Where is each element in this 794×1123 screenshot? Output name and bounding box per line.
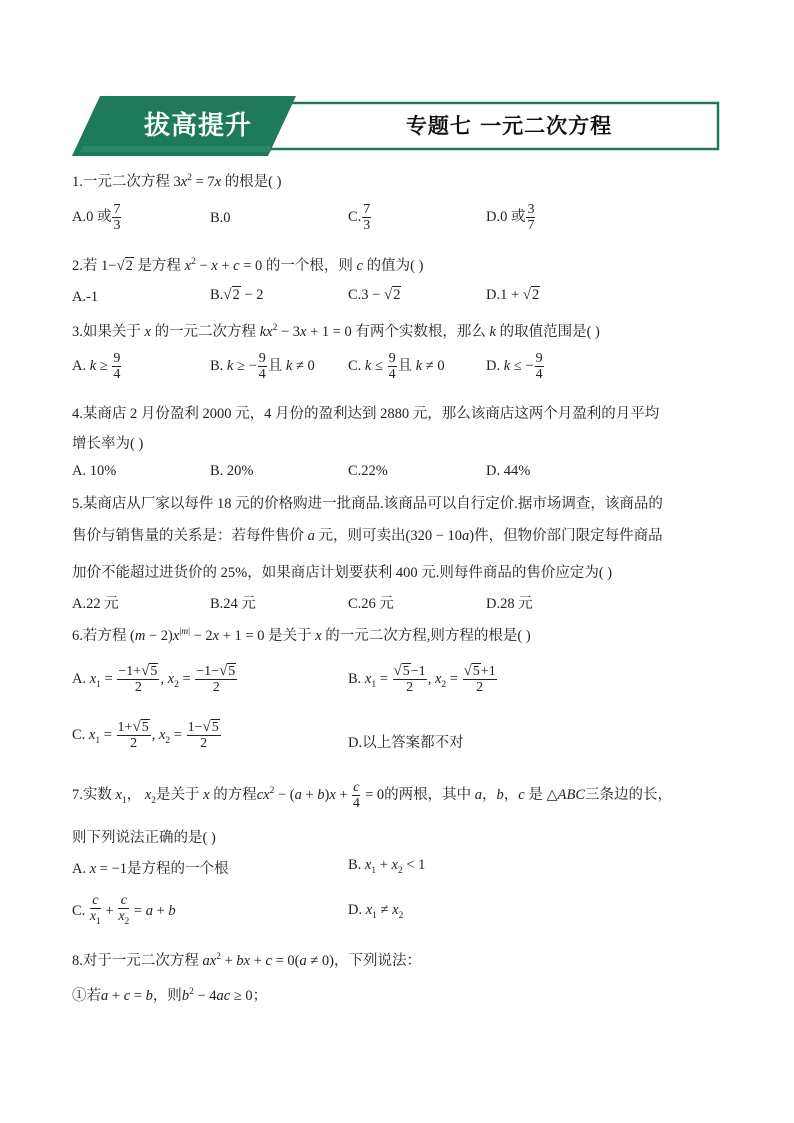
question-2-option-b: B.√2 − 2 <box>210 287 264 303</box>
question-3-option-c: C. k ≤ $\frac{9}{4}$ 且 k ≠ 0 <box>348 351 445 382</box>
question-6-option-b: B. $x_1$ = $\frac{√5-1}{2}$ , $x_2$ = $\frac{√5+1}{2}$ <box>348 663 496 695</box>
question-5-stem-line1: 5.某商店从厂家以每件 18 元的价格购进一批商品.该商品可以自行定价.据市场调查，该商品的 <box>72 496 663 512</box>
section-header <box>72 96 722 156</box>
question-8-item-1: ①若a + c = b，则$b^2 - 4ac \ge 0$； <box>72 987 268 1004</box>
question-4-stem-line1: 4.某商店 2 月份盈利 2000 元，4 月份的盈利达到 2880 元，那么该商店这两个月盈利的月平均 <box>72 406 660 422</box>
question-3-option-d: D. k ≤ − $\frac{9}{4}$ <box>486 351 543 382</box>
question-6-option-a: A. $x_1$ = $\frac{-1+√5}{2}$ , $x_2$ = $\frac{-1-√5}{2}$ <box>72 663 236 695</box>
question-4-option-b: B. 20% <box>210 463 254 479</box>
question-2-stem: 2.若 1−√2 是方程 $x^2 - x + c = 0$ 的一个根，则 c 的值为( ) <box>72 257 424 274</box>
question-1-option-c: C. $\frac{7}{3}$ <box>348 202 371 233</box>
header-tag: 拔高提升 <box>143 111 252 141</box>
question-3-option-a: A. k ≥ $\frac{9}{4}$ <box>72 351 121 382</box>
question-5-option-c: C.26 元 <box>348 596 394 612</box>
question-6-stem: 6.若方程 $(m - 2)x^{|m|} - 2x + 1 = 0$ 是关于 x 的一元二次方程,则方程的根是( ) <box>72 627 531 644</box>
question-5-option-d: D.28 元 <box>486 596 533 612</box>
question-8-stem: 8.对于一元二次方程 $ax^2$ + bx + c = 0(a ≠ 0)，下列说法： <box>72 952 421 969</box>
question-7-option-c: C. $\frac{c}{x_1}$ + $\frac{c}{x_2}$ = a + b <box>72 893 176 927</box>
question-2-option-c: C.3 − √2 <box>348 287 401 303</box>
question-4-option-a: A. 10% <box>72 463 117 479</box>
question-3-option-b: B. k ≥ − $\frac{9}{4}$ 且 k ≠ 0 <box>210 351 315 382</box>
question-7-option-b: B. $x_1 + x_2 < 1$ <box>348 857 426 876</box>
question-4-option-d: D. 44% <box>486 463 531 479</box>
question-5-option-a: A.22 元 <box>72 596 119 612</box>
question-1-option-a: A.0 或 $\frac{7}{3}$ <box>72 202 121 233</box>
question-7-option-a: A. x = −1是方程的一个根 <box>72 861 229 877</box>
question-6-option-c: C. $x_1$ = $\frac{1+√5}{2}$ , $x_2$ = $\frac{1-√5}{2}$ <box>72 719 219 751</box>
question-6-option-d: D.以上答案都不对 <box>348 735 464 751</box>
question-1-stem: 1.一元二次方程 $3x^2 = 7x$ 的根是( ) <box>72 173 282 190</box>
question-4-stem-line2: 增长率为( ) <box>72 436 144 452</box>
question-5-stem-line3: 加价不能超过进货价的 25%，如果商店计划要获利 400 元.则每件商品的售价应定为( ) <box>72 565 613 581</box>
question-2-option-d: D.1 + √2 <box>486 287 540 303</box>
page-title: 专题七 一元二次方程 <box>405 114 613 138</box>
question-7-stem-line2: 则下列说法正确的是( ) <box>72 830 216 846</box>
question-2-option-a: A.-1 <box>72 289 99 305</box>
question-5-stem-line2: 售价与销售量的关系是：若每件售价 a 元，则可卖出(320 − 10a)件，但物价部门限定每件商品 <box>72 528 663 544</box>
question-7-stem-line1: 7.实数 $x_1$， $x_2$是关于 x 的方程$cx^2 - (a + b)x$ + $\frac{c}{4}$ = 0的两根，其中 a，b，c 是 △ABC三条边的长， <box>72 780 672 811</box>
question-7-option-d: D. $x_1 \ne x_2$ <box>348 902 404 921</box>
question-5-option-b: B.24 元 <box>210 596 256 612</box>
question-4-option-c: C.22% <box>348 463 388 479</box>
question-1-option-b: B.0 <box>210 210 231 226</box>
question-3-stem: 3.如果关于 x 的一元二次方程 $kx^2 - 3x + 1 = 0$ 有两个实数根，那么 k 的取值范围是( ) <box>72 323 600 340</box>
question-1-option-d: D.0 或 $\frac{3}{7}$ <box>486 202 535 233</box>
